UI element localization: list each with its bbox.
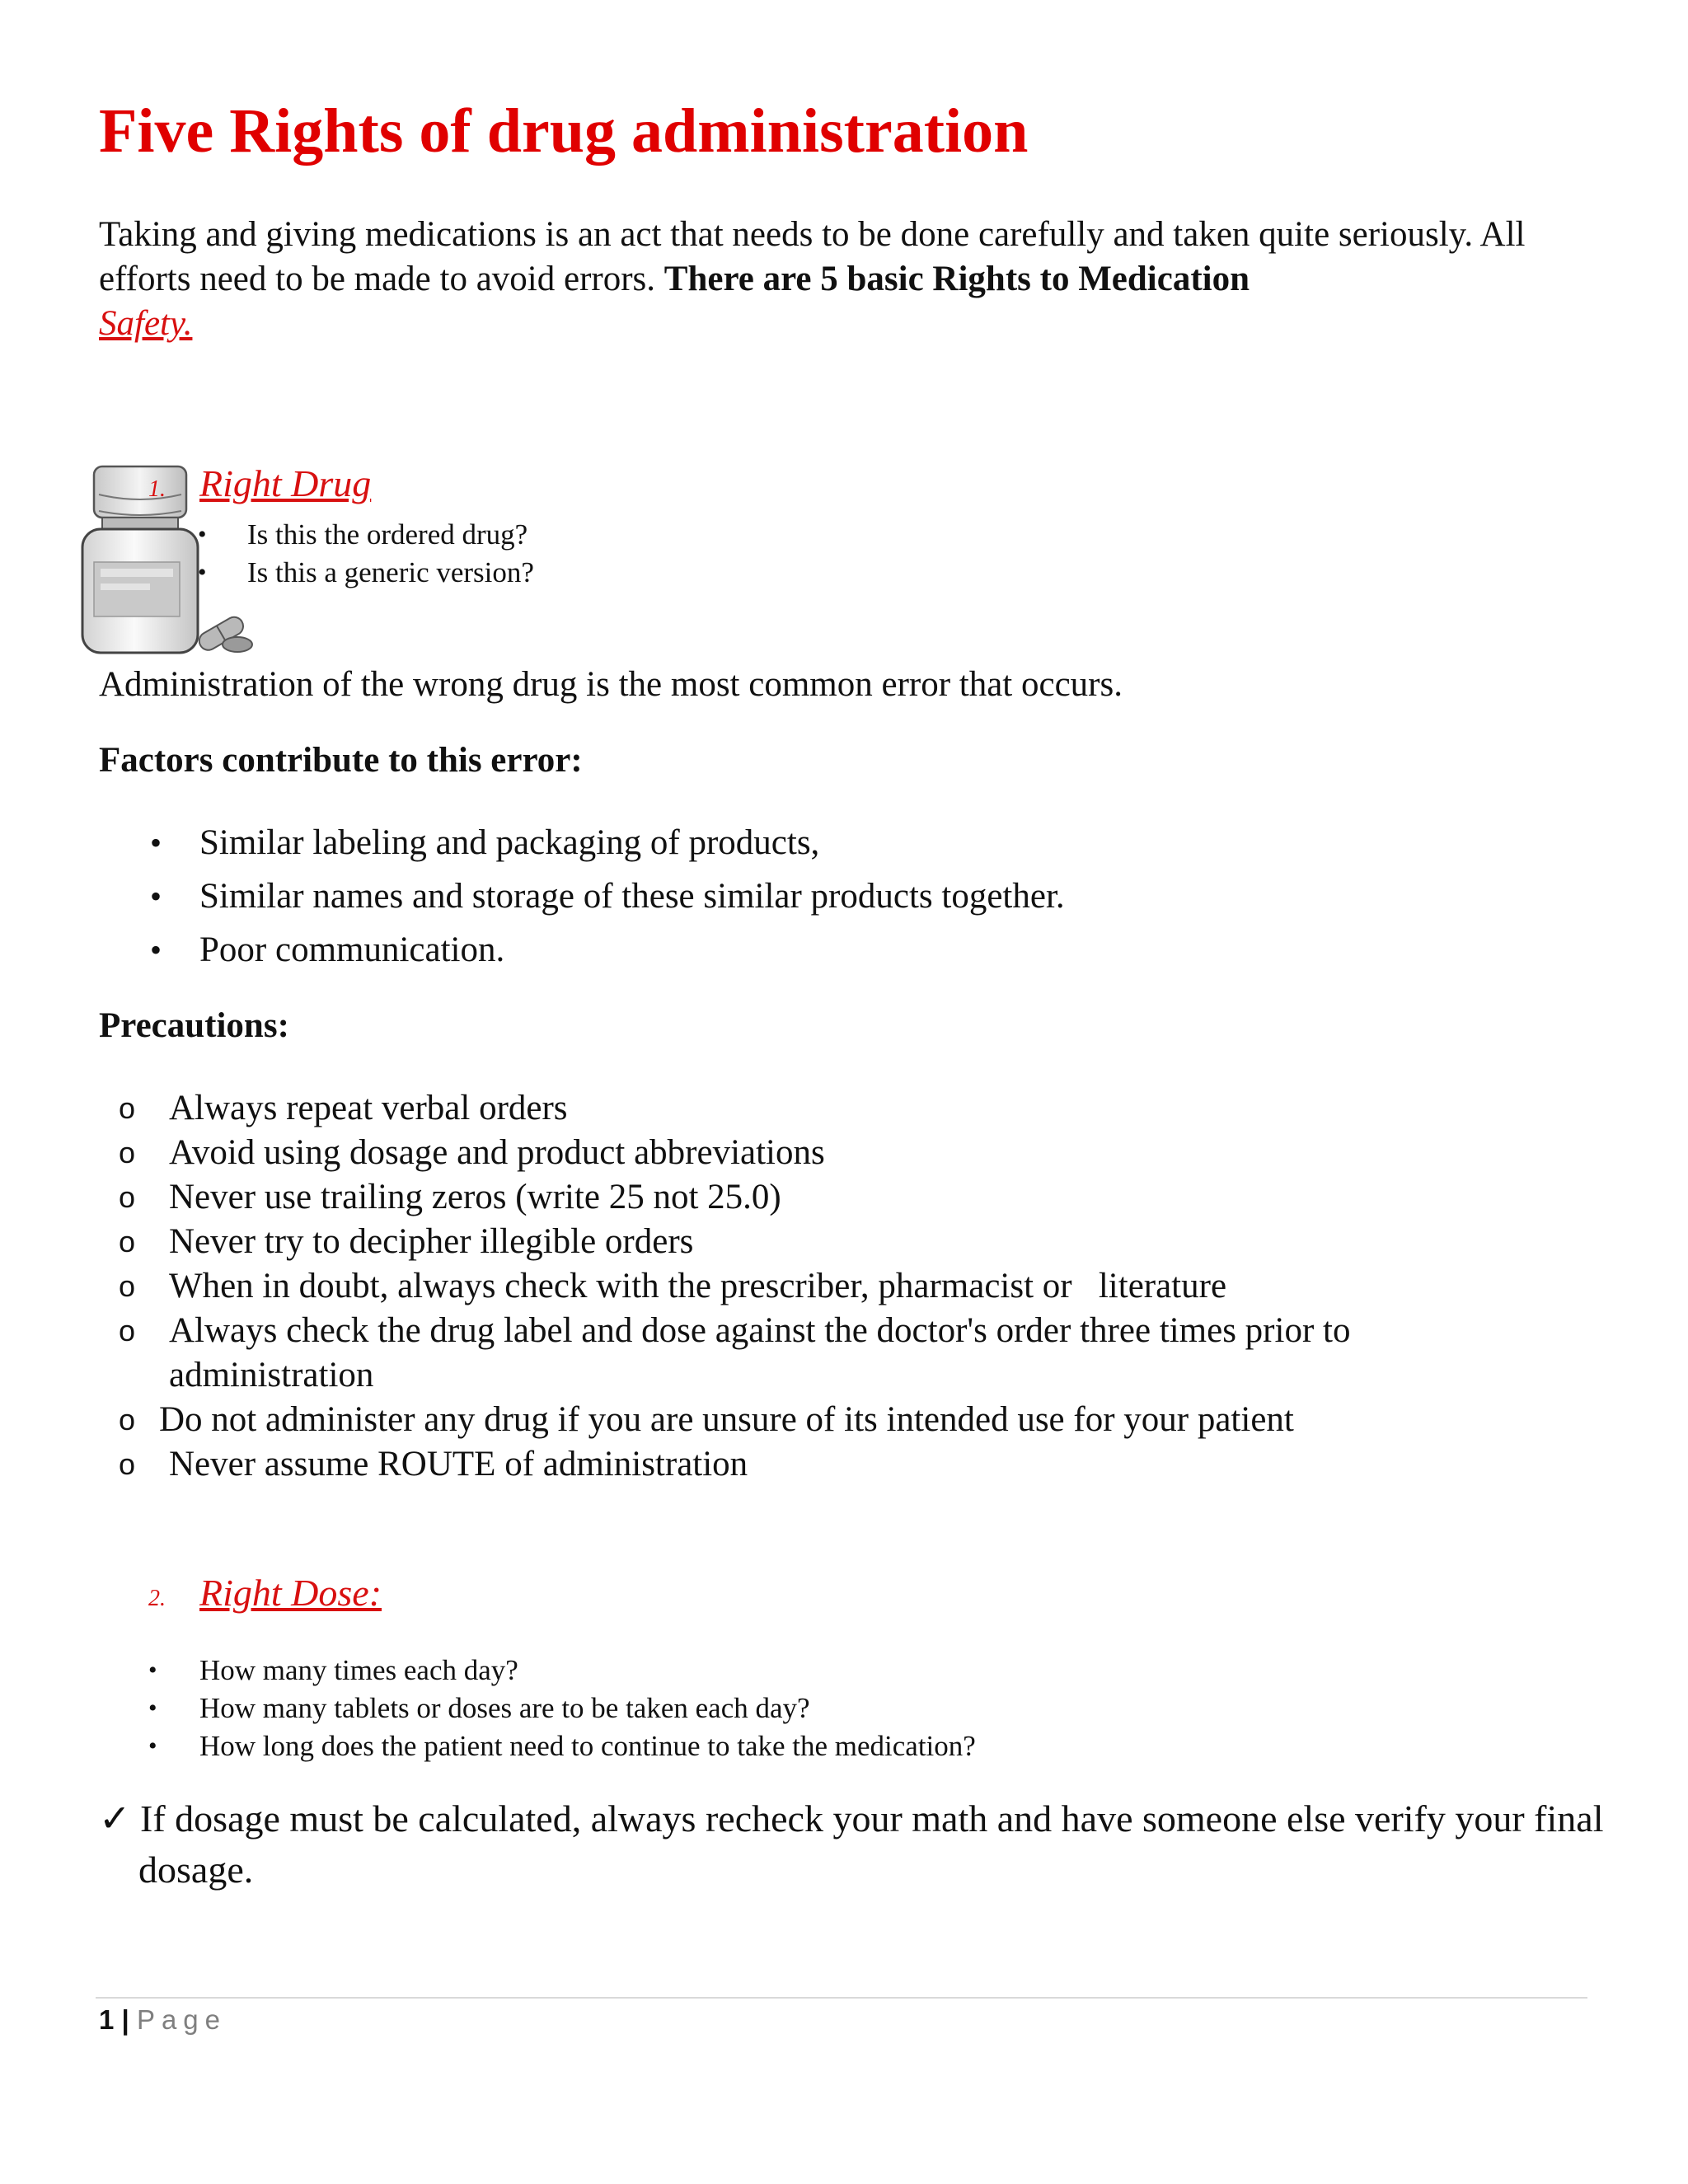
precautions-list: [99, 1086, 1500, 1487]
list-item: • How many times each day?: [148, 1654, 518, 1686]
list-item: • Is this a generic version?: [198, 556, 534, 588]
section-title-right-dose[interactable]: Right Dose:: [199, 1572, 382, 1614]
list-item: o Do not administer any drug if you are unsure of its intended use for your patient: [119, 1400, 1294, 1439]
list-item: o Always check the drug label and dose against the doctor's order three times prior to administration: [119, 1311, 1351, 1394]
section-number: 1.: [148, 476, 166, 502]
dosage-check-note: [99, 1793, 1622, 1896]
list-item: o Never use trailing zeros (write 25 not 25.0): [119, 1178, 781, 1216]
safety-link[interactable]: Safety.: [99, 304, 193, 343]
check-icon: ✓: [99, 1797, 131, 1840]
section-right-drug-heading: [148, 462, 371, 505]
page-label: Page: [136, 2004, 227, 2035]
list-item: • How many tablets or doses are to be taken each day?: [148, 1692, 810, 1724]
list-item: o Never assume ROUTE of administration: [119, 1445, 748, 1483]
list-item: • Similar names and storage of these similar products together.: [99, 869, 1065, 923]
section-right-dose-heading: [148, 1571, 382, 1615]
factors-heading: Factors contribute to this error:: [99, 741, 583, 780]
list-item: • Poor communication.: [99, 923, 1065, 977]
list-item: o Always repeat verbal orders: [119, 1089, 568, 1127]
intro-bold-text: There are 5 basic Rights to Medication: [663, 260, 1250, 298]
footer-separator: |: [121, 2004, 129, 2035]
right-drug-questions: [198, 516, 534, 592]
dosage-check-text: If dosage must be calculated, always recheck your math and have someone else verify your final dosage.: [138, 1797, 1604, 1891]
section-number: 2.: [148, 1586, 166, 1611]
list-item: o Avoid using dosage and product abbreviations: [119, 1133, 825, 1172]
page-footer: [99, 2004, 227, 2036]
list-item: • Similar labeling and packaging of products,: [99, 816, 1065, 869]
page-number: 1: [99, 2004, 115, 2035]
list-item: o Never try to decipher illegible orders: [119, 1222, 694, 1261]
list-item: o When in doubt, always check with the prescriber, pharmacist or literature: [119, 1267, 1227, 1305]
precautions-heading: Precautions:: [99, 1006, 289, 1045]
list-item: • How long does the patient need to continue to take the medication?: [148, 1730, 976, 1762]
section-title-right-drug[interactable]: Right Drug: [199, 462, 372, 504]
footer-divider: [96, 1997, 1587, 1999]
intro-text: Taking and giving medications is an act that needs to be done carefully and taken quite seriously. All efforts need to be made to avoid errors.: [99, 215, 1526, 298]
factors-list: [99, 816, 1065, 977]
intro-paragraph: [99, 213, 1599, 346]
right-dose-questions: [148, 1652, 976, 1765]
list-item: • Is this the ordered drug?: [198, 518, 528, 551]
capsule-icon: [191, 608, 257, 659]
document-title: Five Rights of drug administration: [99, 96, 1029, 166]
common-error-text: Administration of the wrong drug is the most common error that occurs.: [99, 665, 1123, 704]
